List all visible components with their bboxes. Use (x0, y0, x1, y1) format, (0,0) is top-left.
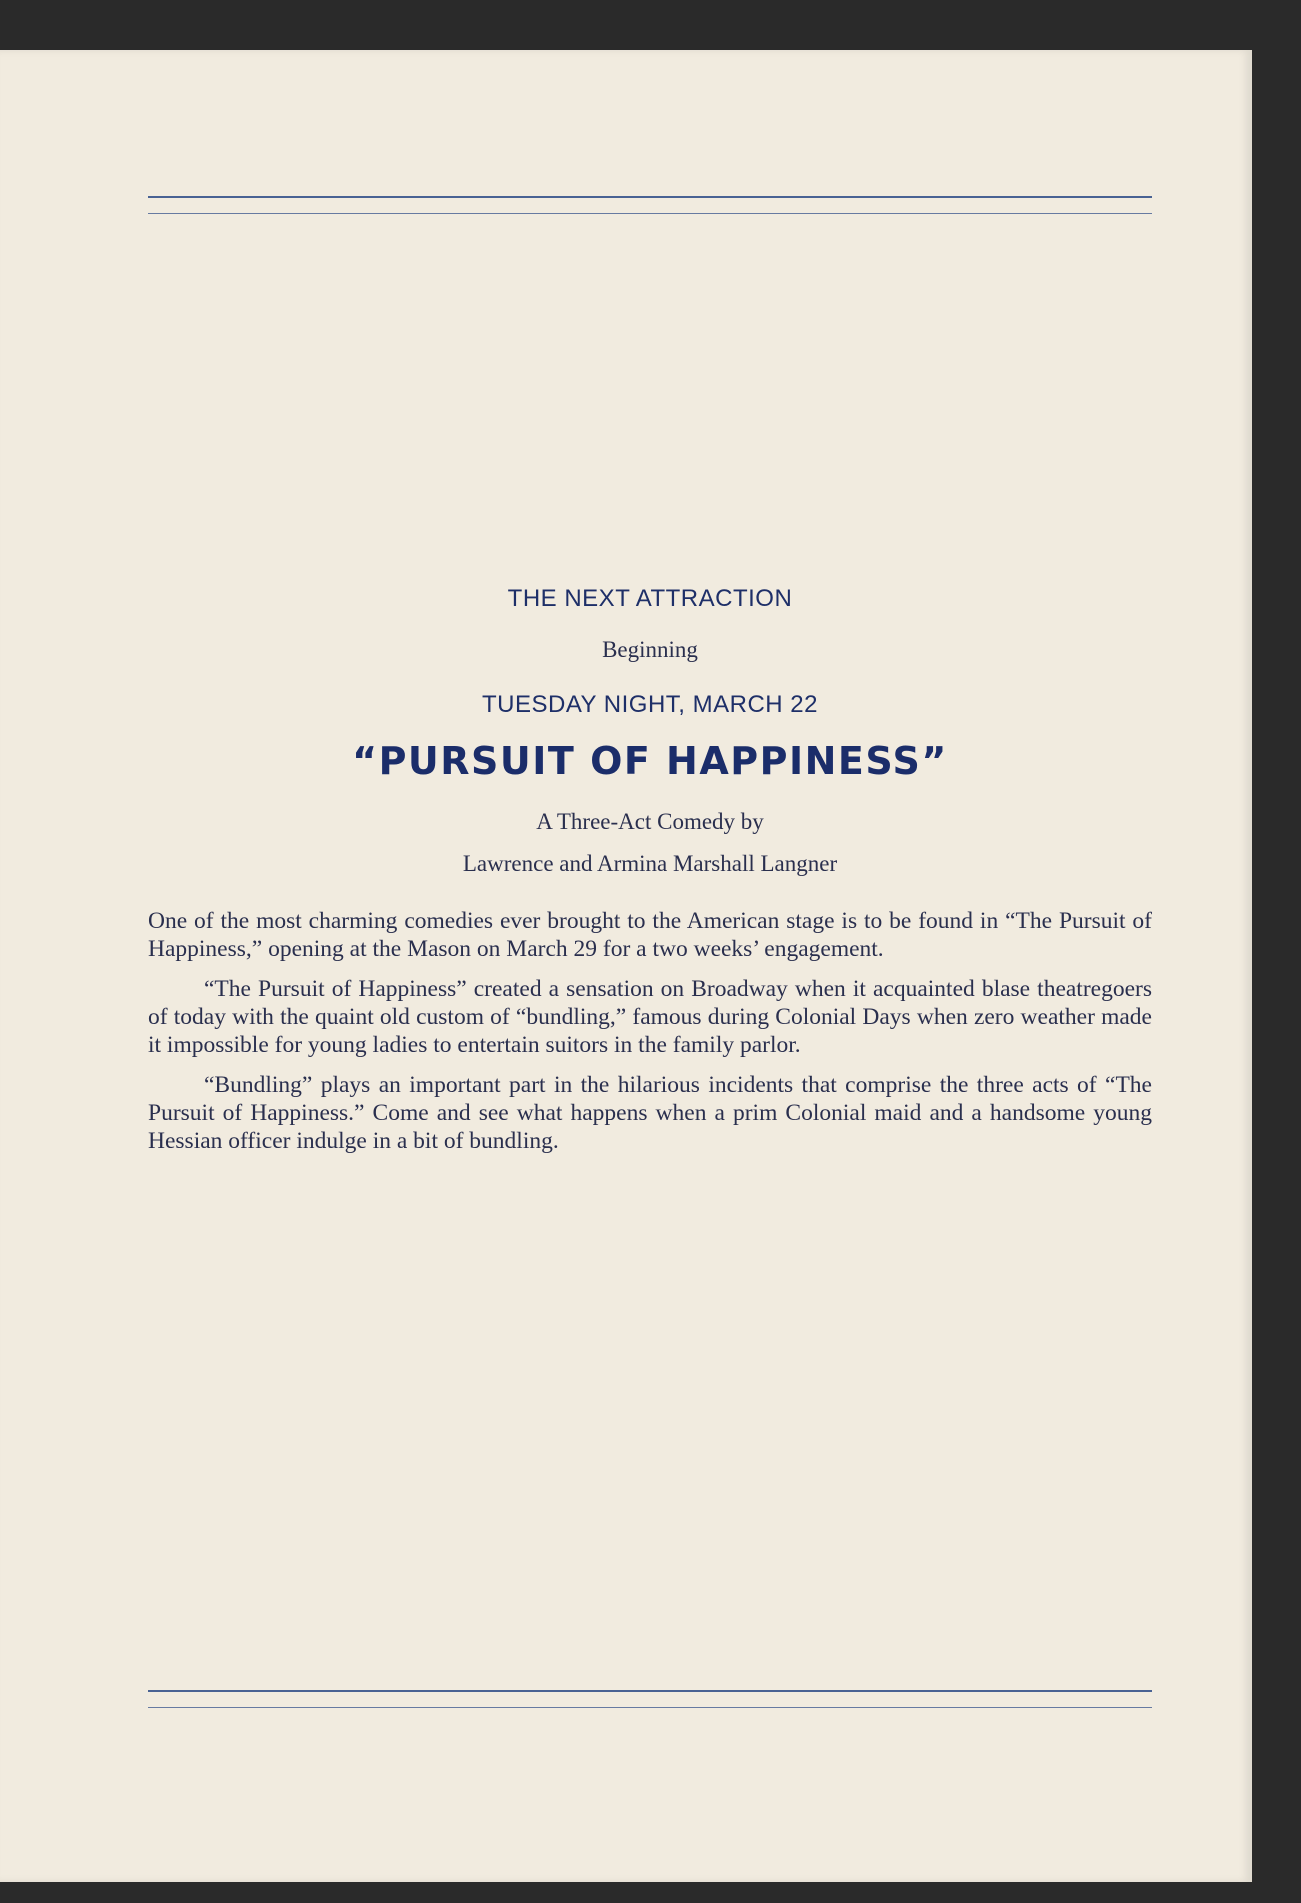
opening-date: TUESDAY NIGHT, MARCH 22 (481, 691, 818, 718)
beginning-label: Beginning (602, 637, 698, 662)
paragraph: “The Pursuit of Happiness” created a sensation on Broadway when it acquainted blase theatregoers of today with the quaint old custom of “bundling,” famous during Colonial Days when zero weather made it impossible for young ladies to entertain suitors in the family parlor. (148, 976, 1152, 1058)
section-heading: THE NEXT ATTRACTION (507, 585, 793, 612)
description (148, 907, 1152, 1155)
top-double-rule (148, 196, 1152, 214)
bottom-double-rule (148, 1690, 1152, 1708)
paragraph: “Bundling” plays an important part in the hilarious incidents that comprise the three acts of “The Pursuit of Happiness.” Come and see what happens when a prim Colonial maid and a handsome young Hessian officer indulge in a bit of bundling. (148, 1072, 1152, 1154)
play-authors: Lawrence and Armina Marshall Langner (462, 851, 838, 876)
paragraph: One of the most charming comedies ever brought to the American stage is to be found in “The Pursuit of Happiness,” opening at the Mason on March 29 for a two weeks’ engagement. (148, 908, 1152, 962)
program-page (0, 50, 1252, 1882)
play-title: “PURSUIT OF HAPPINESS” (352, 739, 948, 783)
announcement (148, 585, 1152, 1167)
play-genre: A Three-Act Comedy by (536, 809, 764, 834)
